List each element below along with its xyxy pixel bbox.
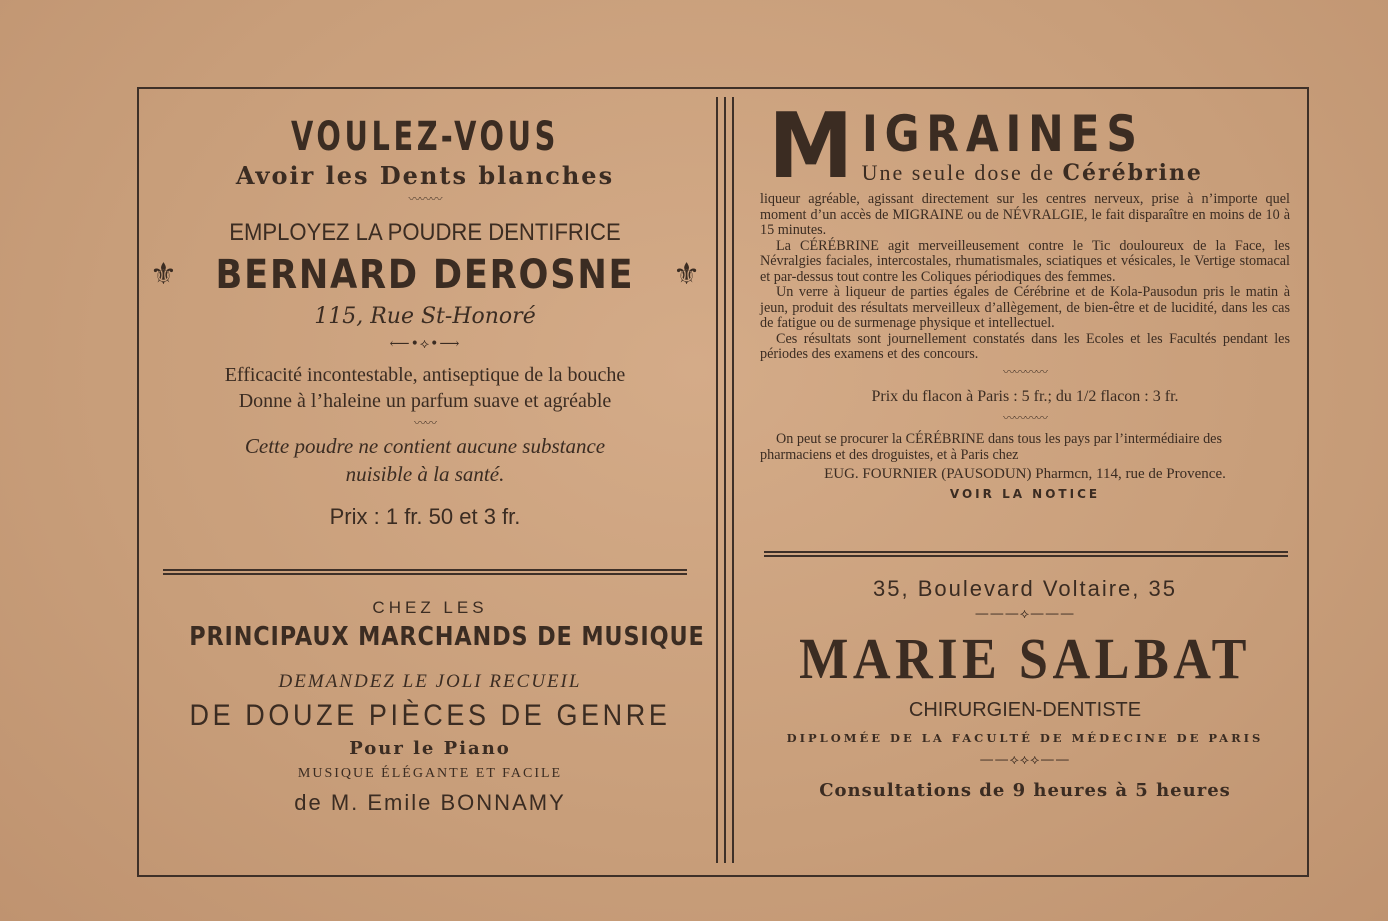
wave-ornament: 〰〰〰 — [408, 192, 442, 206]
availability-text: On peut se procurer la CÉRÉBRINE dans tous les pays par l’intermédiaire des pharmaciens et des droguistes, et à Paris chez — [760, 430, 1222, 463]
ad-collection-title: DE DOUZE PIÈCES DE GENRE — [189, 699, 671, 732]
ad-style: MUSIQUE ÉLÉGANTE ET FACILE — [297, 766, 563, 781]
dentist-diploma: DIPLOMÉE DE LA FACULTÉ DE MÉDECINE DE PARIS — [786, 731, 1264, 745]
price-text: Prix : 1 fr. 50 et 3 fr. — [329, 504, 521, 529]
dentist-address: 35, Boulevard Voltaire, 35 — [873, 576, 1177, 601]
ornament-divider: ———⟡——— — [974, 606, 1076, 622]
dentist-name: MARIE SALBAT — [799, 626, 1251, 691]
column-divider — [716, 97, 734, 863]
brand-name: BERNARD DEROSNE — [215, 252, 635, 298]
ad-music — [150, 596, 710, 820]
benefit-line: Donne à l’haleine un parfum suave et agréable — [238, 390, 612, 412]
pharmacist-line: EUG. FOURNIER (PAUSODUN) Pharmcn, 114, rue de Provence. — [824, 465, 1226, 482]
subtitle-prefix: Une seule dose de — [861, 160, 1056, 185]
ornament-divider: ——⟡⟡⟡—— — [979, 752, 1071, 768]
body-paragraph: La CÉRÉBRINE agit merveilleusement contre le Tic douloureux de la Face, les Névralgies faciales, intercostales, rhumatismales, sciatiques et vésicales, le Vertige stomacal et par-dessus tout contre les Coliques périodiques des femmes. — [760, 237, 1290, 285]
ad-chez-text: CHEZ LES — [372, 598, 488, 617]
drop-cap: M — [768, 94, 854, 199]
section-divider — [764, 551, 1288, 557]
ad-headline: VOULEZ-VOUS — [291, 114, 559, 160]
product-name: Cérébrine — [1062, 160, 1203, 186]
fleur-de-lis-icon: ⚜ — [150, 257, 177, 292]
notice-text: VOIR LA NOTICE — [949, 486, 1101, 501]
ad-subheadline: Avoir les Dents blanches — [235, 161, 615, 190]
brand-row — [150, 252, 700, 298]
body-paragraph: liqueur agréable, agissant directement sur les centres nerveux, prise à n’importe quel moment d’un accès de MIGRAINE ou de NÉVRALGIE, le fait disparaître en moins de 10 à 15 minutes. — [760, 191, 1290, 238]
price-text: Prix du flacon à Paris : 5 fr.; du 1/2 flacon : 3 fr. — [871, 387, 1179, 405]
ad-employ-text: EMPLOYEZ LA POUDRE DENTIFRICE — [229, 219, 621, 246]
migraines-body — [760, 192, 1290, 363]
ad-toothpowder — [150, 112, 700, 532]
ad-dentist — [760, 574, 1290, 806]
ornament-divider: ⟵•⟡•⟶ — [389, 336, 461, 352]
ad-migraines — [760, 94, 1290, 503]
ad-author: de M. Emile BONNAMY — [294, 790, 566, 815]
benefit-line: Efficacité incontestable, antiseptique de la bouche — [224, 364, 626, 386]
section-divider — [163, 569, 687, 575]
body-paragraph: Ces résultats sont journellement constatés dans les Ecoles et les Facultés pendant les périodes des examens et des concours. — [760, 330, 1290, 362]
ad-merchants: PRINCIPAUX MARCHANDS DE MUSIQUE — [189, 622, 705, 652]
wave-ornament: 〰〰〰〰 — [1002, 410, 1047, 425]
wave-ornament: 〰〰〰〰 — [1002, 364, 1047, 379]
migraines-subtitle — [862, 160, 1203, 186]
safety-notice: nuisible à la santé. — [345, 462, 505, 486]
migraines-word: IGRAINES — [861, 105, 1144, 163]
migraines-header — [766, 94, 1290, 199]
dentist-title: CHIRURGIEN-DENTISTE — [908, 699, 1142, 721]
body-paragraph: Un verre à liqueur de parties égales de Cérébrine et de Kola-Pausodun pris le matin à jeun, produit des résultats merveilleux d’allègement, de bien-être et de lucidité, dans les cas de fatigue ou de surmenage physique et intellectuel. — [760, 284, 1290, 331]
fleur-de-lis-icon: ⚜ — [673, 257, 700, 292]
brand-address: 115, Rue St-Honoré — [314, 304, 536, 329]
wave-ornament: 〰〰 — [413, 416, 436, 430]
consultation-hours: Consultations de 9 heures à 5 heures — [819, 780, 1231, 801]
ad-demandez: DEMANDEZ LE JOLI RECUEIL — [278, 671, 582, 692]
safety-notice: Cette poudre ne contient aucune substance — [244, 434, 606, 458]
ad-instrument: Pour le Piano — [349, 738, 511, 759]
